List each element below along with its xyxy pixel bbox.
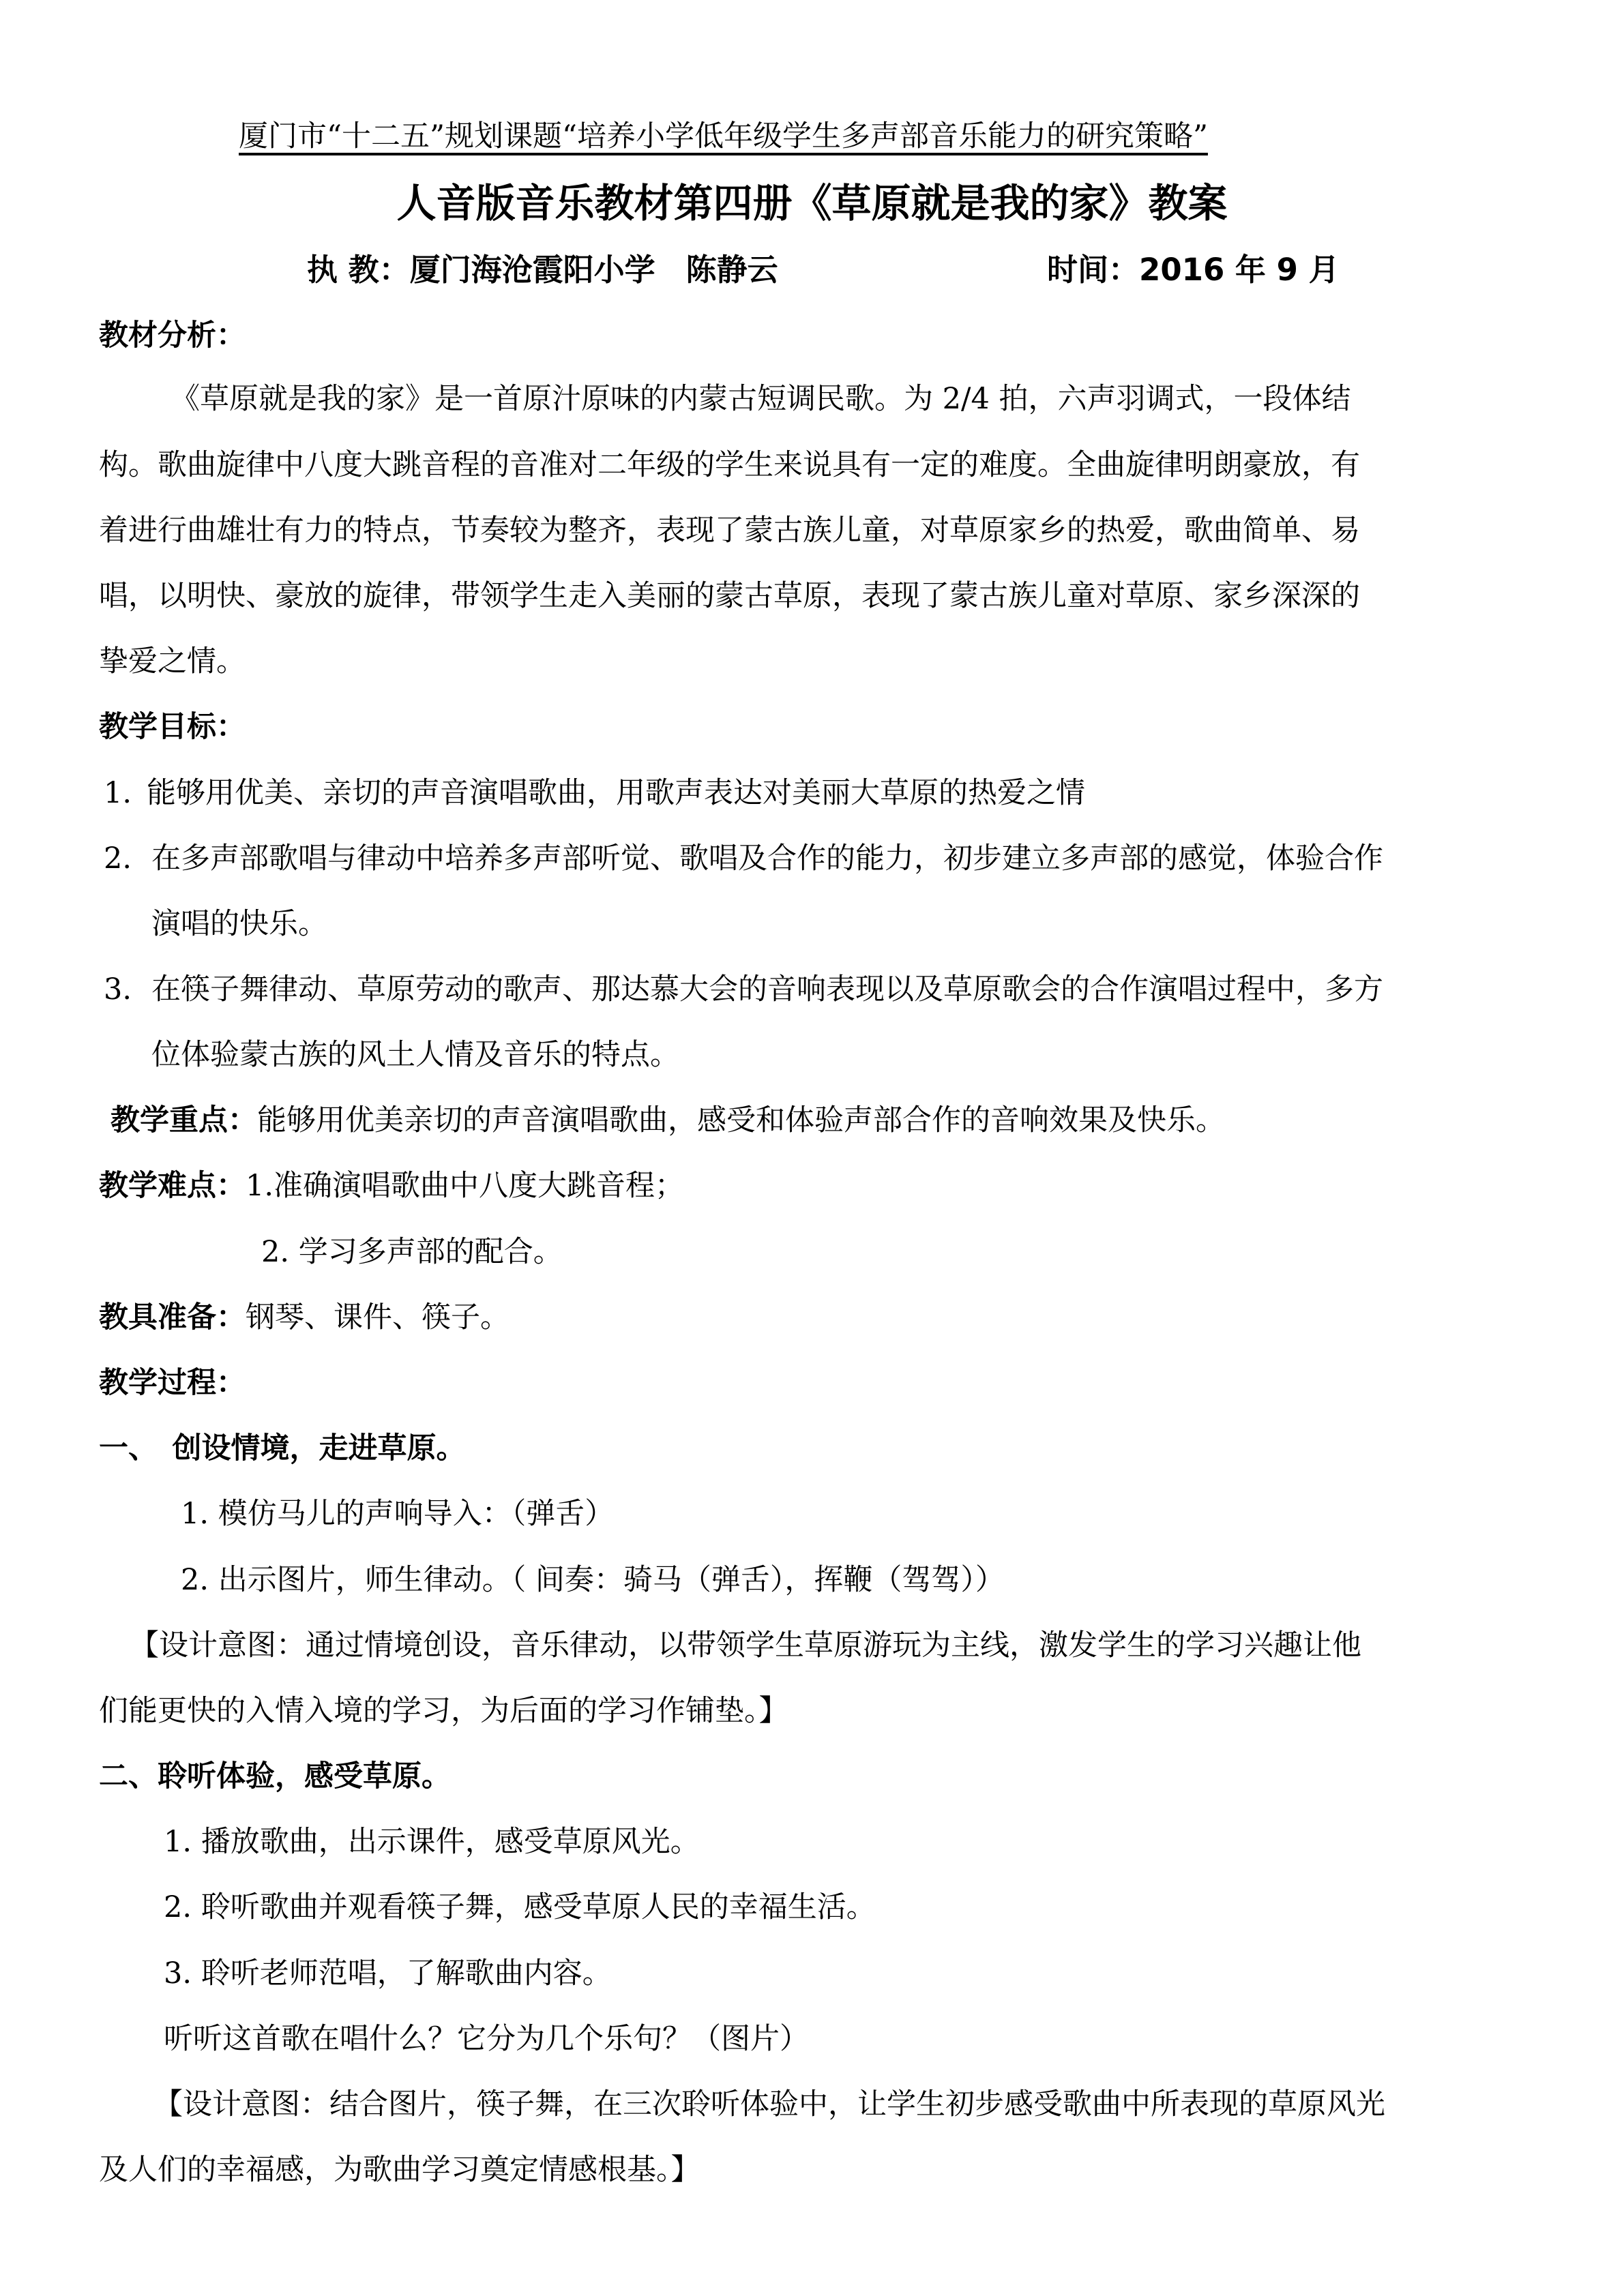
analysis-line: 着进行曲雄壮有力的特点，节奏较为整齐，表现了蒙古族儿童，对草原家乡的热爱，歌曲简单、易	[99, 513, 1360, 548]
section-title: 一、 创设情境，走进草原。	[99, 1431, 466, 1465]
goal-number: 1.	[104, 776, 132, 810]
difficulty-item: 2. 学习多声部的配合。	[261, 1235, 563, 1269]
goal-text: 在筷子舞律动、草原劳动的歌声、那达慕大会的音响表现以及草原歌会的合作演唱过程中，多方	[151, 972, 1383, 1007]
document-title: 人音版音乐教材第四册《草原就是我的家》教案	[396, 180, 1228, 226]
goal-text: 演唱的快乐。	[151, 907, 327, 941]
section-title: 二、聆听体验，感受草原。	[99, 1759, 451, 1793]
analysis-heading: 教材分析：	[99, 318, 246, 353]
section-item: 2. 聆听歌曲并观看筷子舞，感受草原人民的幸福生活。	[164, 1890, 876, 1924]
time-label: 时间：	[1047, 252, 1140, 288]
analysis-line: 构。歌曲旋律中八度大跳音程的音准对二年级的学生来说具有一定的难度。全曲旋律明朗豪放，有	[99, 448, 1360, 482]
goal-number: 2.	[104, 841, 132, 876]
process-heading: 教学过程：	[99, 1366, 246, 1400]
teacher-label: 执 教：	[307, 252, 410, 288]
tools-text: 钢琴、课件、筷子。	[246, 1300, 510, 1335]
project-header: 厦门市“十二五”规划课题“培养小学低年级学生多声部音乐能力的研究策略”	[239, 119, 1208, 153]
difficulty-item: 1.准确演唱歌曲中八度大跳音程；	[246, 1169, 685, 1203]
key-point-line	[110, 1100, 1225, 1141]
tools-line	[99, 1297, 510, 1338]
goals-heading: 教学目标：	[99, 710, 246, 744]
key-point-label: 教学重点：	[110, 1103, 257, 1137]
analysis-line: 挚爱之情。	[99, 644, 246, 679]
goal-text: 在多声部歌唱与律动中培养多声部听觉、歌唱及合作的能力，初步建立多声部的感觉，体验合作	[151, 841, 1383, 876]
time-line	[1047, 249, 1340, 291]
goal-text: 位体验蒙古族的风土人情及音乐的特点。	[151, 1038, 679, 1072]
design-intent: 【设计意图：结合图片，筷子舞，在三次聆听体验中，让学生初步感受歌曲中所表现的草原风光	[153, 2087, 1385, 2121]
section-item: 1. 模仿马儿的声响导入：（弹舌）	[181, 1497, 615, 1531]
goal-text: 能够用优美、亲切的声音演唱歌曲，用歌声表达对美丽大草原的热爱之情	[147, 776, 1085, 810]
teacher-line	[307, 249, 778, 291]
design-intent: 们能更快的入情入境的学习，为后面的学习作铺垫。】	[99, 1694, 788, 1728]
section-item: 1. 播放歌曲，出示课件，感受草原风光。	[164, 1825, 700, 1859]
difficulty-line	[99, 1165, 684, 1206]
tools-label: 教具准备：	[99, 1300, 246, 1335]
design-intent: 及人们的幸福感，为歌曲学习奠定情感根基。】	[99, 2153, 700, 2187]
section-item: 3. 聆听老师范唱，了解歌曲内容。	[164, 1956, 612, 1991]
analysis-line: 《草原就是我的家》是一首原汁原味的内蒙古短调民歌。为 2/4 拍，六声羽调式，一段体结	[171, 382, 1351, 416]
section-item: 2. 出示图片，师生律动。（ 间奏：骑马（弹舌），挥鞭（驾驾））	[181, 1563, 1005, 1597]
time-value: 2016 年 9 月	[1139, 252, 1340, 288]
teacher-name: 厦门海沧霞阳小学 陈静云	[409, 252, 778, 288]
design-intent: 【设计意图：通过情境创设，音乐律动，以带领学生草原游玩为主线，激发学生的学习兴趣让他	[130, 1628, 1361, 1663]
difficulty-label: 教学难点：	[99, 1169, 246, 1203]
key-point-text: 能够用优美亲切的声音演唱歌曲，感受和体验声部合作的音响效果及快乐。	[257, 1103, 1225, 1137]
analysis-line: 唱，以明快、豪放的旋律，带领学生走入美丽的蒙古草原，表现了蒙古族儿童对草原、家乡深深的	[99, 579, 1360, 613]
section-question: 听听这首歌在唱什么？它分为几个乐句？（图片）	[164, 2022, 809, 2056]
goal-number: 3.	[104, 972, 132, 1007]
